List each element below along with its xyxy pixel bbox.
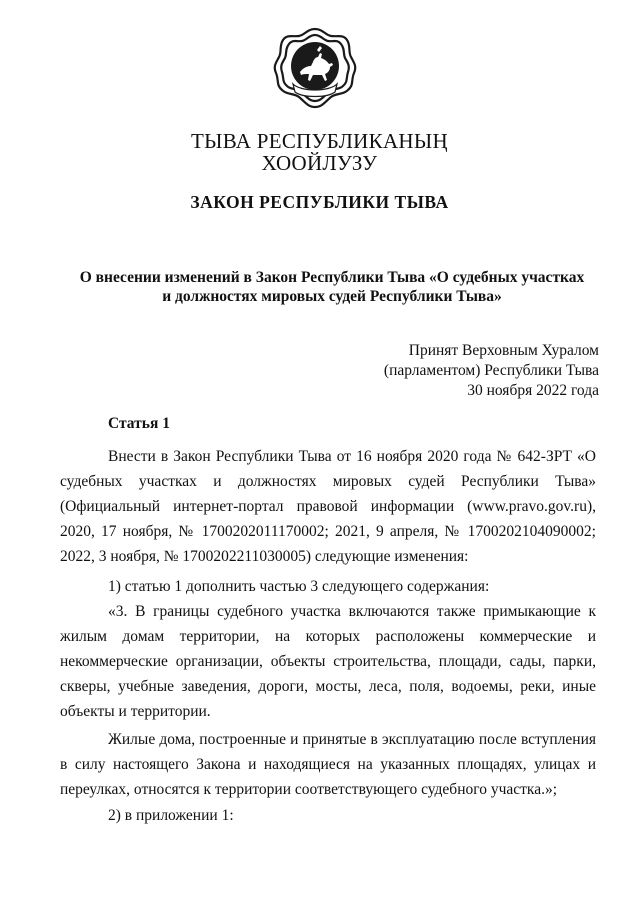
article-paragraph (60, 574, 596, 599)
paragraph-text: «3. В границы судебного участка включаются также примыкающие к жилым домам территории, на которых расположены коммерческие и некоммерческие организации, объекты строительства, площади, сады, парки, скверы, учебные заведения, дороги, мосты, леса, поля, водоемы, реки, иные объекты и территории. (60, 603, 596, 720)
law-title-line-2: и должностях мировых судей Республики Тыва» (162, 288, 502, 305)
law-type-heading: ЗАКОН РЕСПУБЛИКИ ТЫВА (190, 192, 449, 212)
parliament-title-line-2: ХООЙЛУЗУ (261, 151, 378, 175)
article-paragraph (60, 599, 596, 724)
adoption-line-1: Принят Верховным Хуралом (408, 342, 599, 359)
paragraph-text: 2) в приложении 1: (108, 807, 234, 824)
article-heading: Статья 1 (108, 415, 170, 432)
adoption-date: 30 ноября 2022 года (467, 382, 599, 399)
article-paragraph (60, 727, 596, 802)
paragraph-text: Внести в Закон Республики Тыва от 16 ноября 2020 года № 642-ЗРТ «О судебных участках и должностях мировых судей Республики Тыва» (Официальный интернет-портал правовой информации (www.pravo.gov.ru), 2020, 17 ноября, № 1700202011170002; 2021, 9 апреля, № 1700202104090002; 2022, 3 ноября, № 1700202211030005) следующие изменения: (60, 448, 596, 565)
law-title-line-1: О внесении изменений в Закон Республики Тыва «О судебных участках (79, 269, 585, 286)
paragraph-text: Жилые дома, построенные и принятые в эксплуатацию после вступления в силу настоящего Закона и находящиеся на указанных площадях, улицах и переулках, относятся к территории соответствующего судебного участка.»; (60, 731, 596, 798)
adoption-note (384, 341, 599, 401)
article-paragraph (60, 444, 596, 569)
parliament-title (0, 130, 639, 174)
paragraph-text: 1) статью 1 дополнить частью 3 следующего содержания: (108, 578, 490, 595)
article-paragraph (60, 803, 596, 828)
tuva-coat-of-arms-icon (273, 26, 357, 110)
parliament-title-line-1: ТЫВА РЕСПУБЛИКАНЫҢ (191, 129, 448, 153)
law-title (40, 268, 624, 306)
adoption-line-2: (парламентом) Республики Тыва (383, 362, 599, 379)
